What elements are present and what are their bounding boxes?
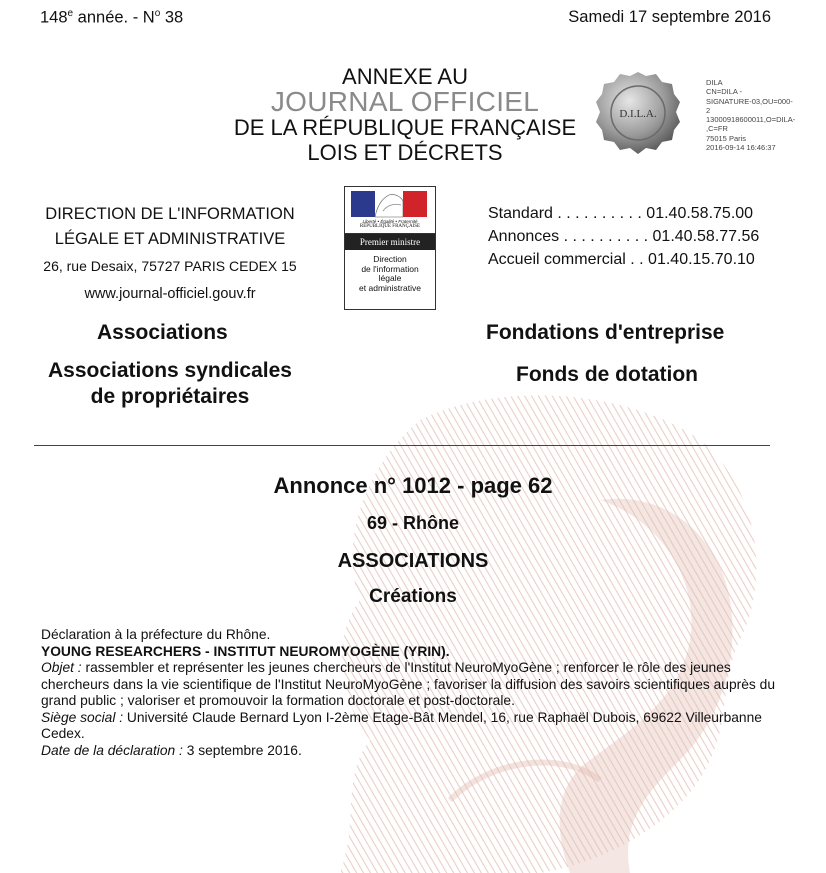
objet-paragraph: Objet : rassembler et représenter les jeunes chercheurs de l'Institut NeuroMyoGène ; renforcer le rôle des jeunes chercheurs dans la vie scientifique de l'Institut NeuroMyoGène ; favoriser la diffusion des savoirs scientifiques auprès du grand public ; valoriser et promouvoir la formation doctorale et post-doctorale.: [41, 660, 775, 708]
category-associations-syndicales: Associations syndicales de propriétaires: [48, 359, 292, 408]
direction-label: Direction de l'information légale et administrative: [359, 254, 421, 293]
digital-signature-info: DILA CN=DILA - SIGNATURE-03,OU=000- 2 13000918600011,O=DILA- ,C=FR 75015 Paris 2016-09-14 16:46:37: [706, 78, 796, 153]
edition-number: 148e année. - $N^o$ 38: [40, 8, 184, 27]
dila-seal-icon: [596, 70, 680, 154]
annonce-section: ASSOCIATIONS: [337, 550, 489, 572]
premier-ministre-logo: Liberté • Égalité • Fraternité RÉPUBLIQUE FRANÇAISE Premier ministre Direction de l'information légale et administrative: [344, 186, 436, 310]
title-journal-officiel: JOURNAL OFFICIEL: [270, 86, 540, 117]
dila-address-block: DIRECTION DE L'INFORMATION LÉGALE ET ADMINISTRATIVE 26, rue Desaix, 75727 PARIS CEDEX 15 www.journal-officiel.gouv.fr: [30, 202, 310, 308]
title-republique: DE LA RÉPUBLIQUE FRANÇAISE: [233, 115, 577, 140]
website-link[interactable]: www.journal-officiel.gouv.fr: [84, 286, 256, 302]
annonce-department: 69 - Rhône: [366, 513, 459, 533]
premier-ministre-band: Premier ministre: [345, 234, 435, 250]
section-divider: [34, 445, 770, 446]
contact-row-standard: Standard . . . . . . . . . . 01.40.58.75.00: [488, 205, 754, 222]
siege-paragraph: Siège social : Université Claude Bernard Lyon I-2ème Etage-Bât Mendel, 16, rue Raphaël Dubois, 69622 Villeurbanne Cedex.: [41, 709, 762, 741]
annonce-body: [41, 627, 781, 759]
title-annexe: ANNEXE AU: [342, 64, 468, 89]
category-fondations: Fondations d'entreprise: [486, 321, 725, 344]
marianne-icon: [345, 189, 433, 219]
masthead-title: [170, 64, 640, 165]
postal-address: 26, rue Desaix, 75727 PARIS CEDEX 15: [43, 258, 297, 274]
contact-row-accueil: Accueil commercial . . 01.40.15.70.10: [488, 251, 755, 268]
date-paragraph: Date de la déclaration : 3 septembre 2016.: [41, 742, 302, 758]
annonce-title: Annonce n° 1012 - page 62: [273, 473, 553, 498]
contact-row-annonces: Annonces . . . . . . . . . . 01.40.58.77.56: [488, 228, 760, 245]
association-name: YOUNG RESEARCHERS - INSTITUT NEUROMYOGÈNE (YRIN).: [41, 643, 450, 659]
issue-date: Samedi 17 septembre 2016: [568, 8, 771, 26]
contact-numbers: [488, 202, 759, 271]
declaration-line: Déclaration à la préfecture du Rhône.: [41, 627, 271, 642]
category-associations: Associations: [97, 321, 228, 344]
svg-text:D.I.L.A.: D.I.L.A.: [619, 108, 657, 120]
category-fonds-dotation: Fonds de dotation: [516, 363, 698, 386]
title-lois-decrets: LOIS ET DÉCRETS: [307, 140, 503, 165]
annonce-subsection: Créations: [369, 586, 457, 607]
